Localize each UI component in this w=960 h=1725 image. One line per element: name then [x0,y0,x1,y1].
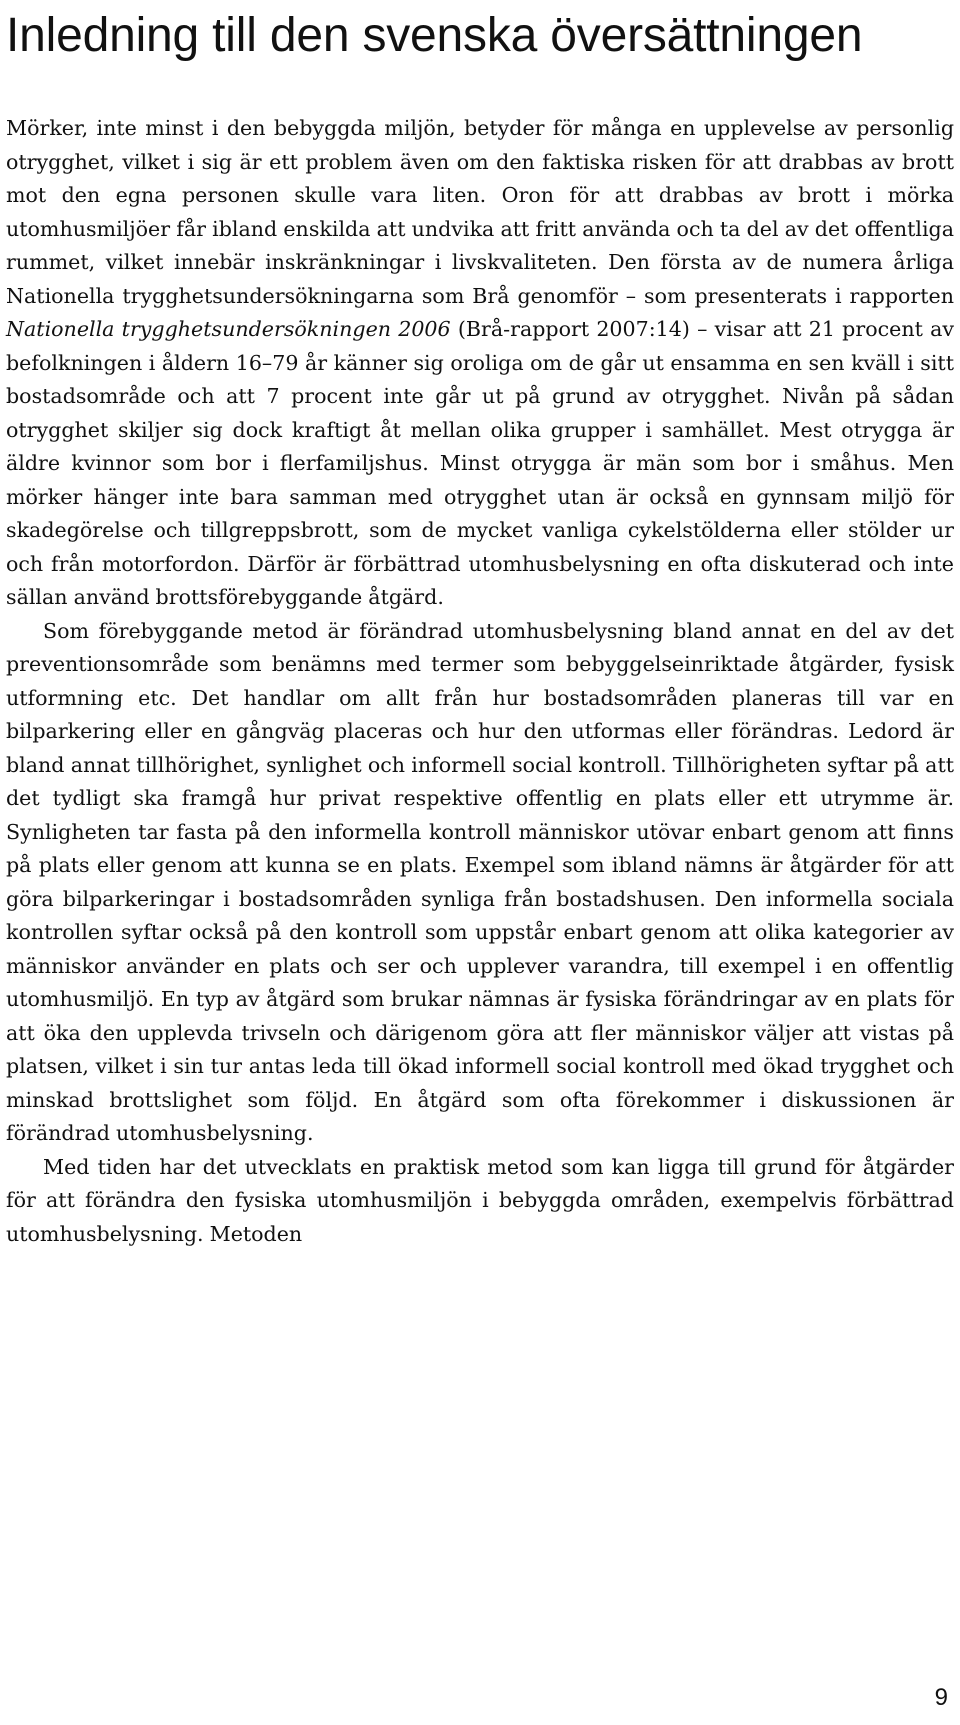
page-title: Inledning till den svenska översättningen [6,9,863,62]
page-number: 9 [934,1684,948,1711]
paragraph-1 [6,112,954,615]
report-title-italic: Nationella trygghetsundersökningen 2006 [6,317,451,341]
document-page [6,0,954,1251]
paragraph-1-text-start: Mörker, inte minst i den bebyggda miljön, betyder för många en upplevelse av personlig otrygghet, vilket i sig är ett problem även om den faktiska risken för att drabbas av brott mot den egna personen skulle vara liten. Oron för att drabbas av brott i mörka utomhusmiljöer får ibland enskilda att undvika att fritt använda och ta del av det offentliga rummet, vilket innebär inskränkningar i livskvaliteten. Den första av de numera årliga Nationella trygghetsundersökningarna som Brå genomför – som presenterats i rapporten [6,116,954,308]
paragraph-1-text-end: (Brå-rapport 2007:14) – visar att 21 procent av befolkningen i åldern 16–79 år känner sig oroliga om de går ut ensamma en sen kväll i sitt bostadsområde och att 7 procent inte går ut på grund av otrygghet. Nivån på sådan otrygghet skiljer sig dock kraftigt åt mellan olika grupper i samhället. Mest otrygga är äldre kvinnor som bor i flerfamiljshus. Minst otrygga är män som bor i småhus. Men mörker hänger inte bara samman med otrygghet utan är också en gynnsam miljö för skadegörelse och tillgreppsbrott, som de mycket vanliga cykelstölderna eller stölder ur och från motorfordon. Därför är förbättrad utomhusbelysning en ofta diskuterad och inte sällan använd brottsförebyggande åtgärd. [6,317,954,609]
paragraph-2: Som förebyggande metod är förändrad utomhusbelysning bland annat en del av det preventionsområde som benämns med termer som bebyggelseinriktade åtgärder, fysisk utformning etc. Det handlar om allt från hur bostadsområden planeras till var en bilparkering eller en gångväg placeras och hur den utformas eller förändras. Ledord är bland annat tillhörighet, synlighet och informell social kontroll. Tillhörigheten syftar på att det tydligt ska framgå hur privat respektive offentlig en plats eller ett utrymme är. Synligheten tar fasta på den informella kontroll människor utövar enbart genom att finns på plats eller genom att kunna se en plats. Exempel som ibland nämns är åtgärder för att göra bilparkeringar i bostadsområden synliga från bostadshusen. Den informella sociala kontrollen syftar också på den kontroll som uppstår enbart genom att olika kategorier av människor använder en plats och ser och upplever varandra, till exempel i en offentlig utomhusmiljö. En typ av åtgärd som brukar nämnas är fysiska förändringar av en plats för att öka den upplevda trivseln och därigenom göra att fler människor väljer att vistas på platsen, vilket i sin tur antas leda till ökad informell social kontroll med ökad trygghet och minskad brottslighet som följd. En åtgärd som ofta förekommer i diskussionen är förändrad utomhusbelysning. [6,618,954,1145]
body-text [6,112,954,1251]
paragraph-3: Med tiden har det utvecklats en praktisk metod som kan ligga till grund för åtgärder för att förändra den fysiska utomhusmiljön i bebyggda områden, exempelvis förbättrad utomhusbelysning. Metoden [6,1154,954,1246]
